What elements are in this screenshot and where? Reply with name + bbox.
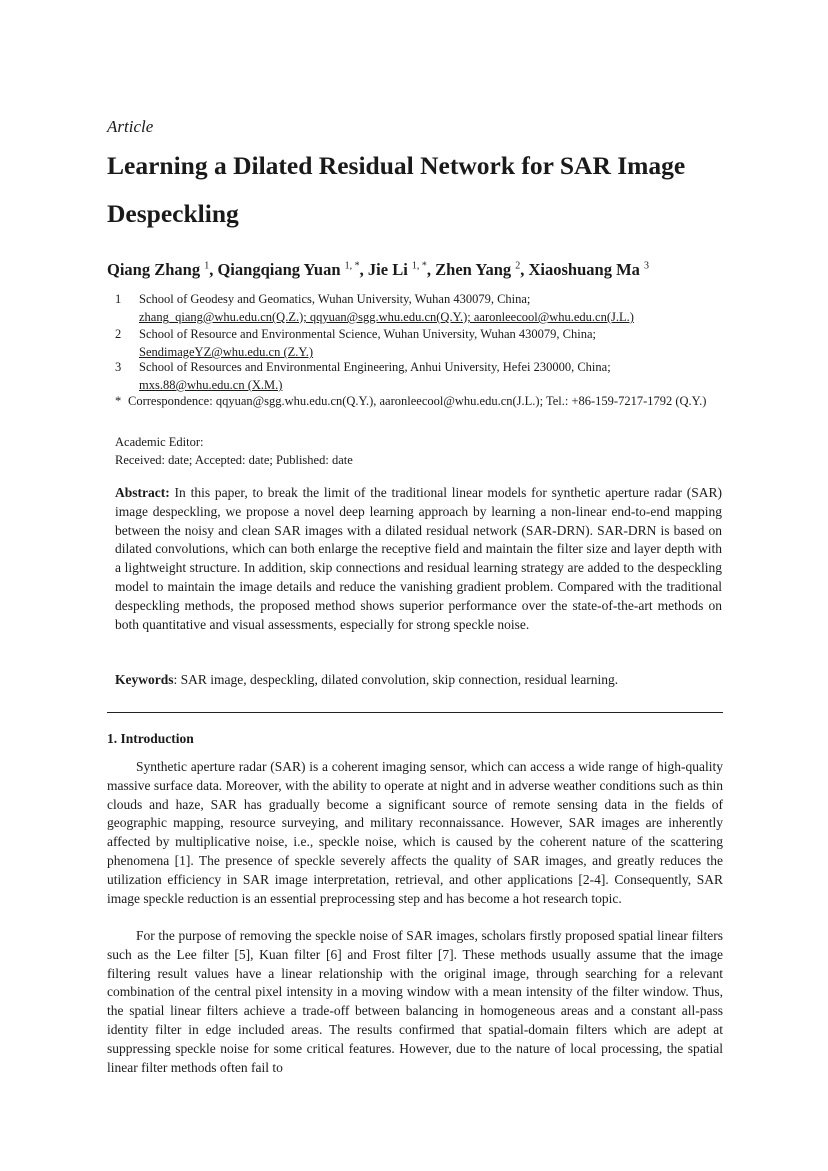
affiliation-email-link[interactable]: mxs.88@whu.edu.cn (X.M.): [139, 378, 283, 392]
abstract: [115, 484, 722, 634]
paper-title: Learning a Dilated Residual Network for SAR Image Despeckling: [107, 151, 686, 228]
affiliation-text: School of Resources and Environmental Engineering, Anhui University, Hefei 230000, China;: [139, 360, 611, 374]
affiliation-number: 2: [115, 327, 122, 341]
author-name: Xiaoshuang Ma: [528, 260, 640, 279]
affiliation-number: 1: [115, 292, 122, 306]
keywords: [115, 670, 722, 689]
affiliation-text: School of Geodesy and Geomatics, Wuhan University, Wuhan 430079, China;: [139, 292, 531, 306]
publication-info: [115, 433, 353, 469]
dates-line: Received: date; Accepted: date; Published: date: [115, 453, 353, 467]
affiliation-email-link[interactable]: zhang_qiang@whu.edu.cn(Q.Z.); qqyuan@sgg.whu.edu.cn(Q.Y.); aaronleecool@whu.edu.cn(J.L.): [139, 310, 634, 324]
author-name: Zhen Yang: [435, 260, 512, 279]
author-affiliation-mark: 1, *: [411, 260, 427, 272]
section-divider: [107, 712, 723, 713]
abstract-label: Abstract:: [115, 485, 170, 500]
section-heading: 1. Introduction: [107, 731, 194, 746]
correspondence-text: Correspondence: qqyuan@sgg.whu.edu.cn(Q.Y.), aaronleecool@whu.edu.cn(J.L.); Tel.: +86-159-7217-1792 (Q.Y.): [128, 394, 707, 408]
abstract-text: In this paper, to break the limit of the traditional linear models for synthetic aperture radar (SAR) image despeckling, we propose a novel deep learning approach by learning a non-linear end-to-end mapping between the noisy and clean SAR images with a dilated residual network (SAR-DRN). SAR-DRN is based on dilated convolutions, which can both enlarge the receptive field and maintain the filter size and layer depth with a lightweight structure. In addition, skip connections and residual learning strategy are added to the despeckling model to maintain the image details and reduce the vanishing gradient problem. Compared with the traditional despeckling methods, the proposed method shows superior performance over the state-of-the-art methods on both quantitative and visual assessments, especially for strong speckle noise.: [115, 485, 722, 632]
keywords-label: Keywords: [115, 672, 174, 687]
author-name: Jie Li: [367, 260, 408, 279]
author-affiliation-mark: 3: [644, 260, 650, 272]
author-name: Qiangqiang Yuan: [217, 260, 341, 279]
author-name: Qiang Zhang: [107, 260, 201, 279]
author-affiliation-mark: 1: [204, 260, 210, 272]
correspondence-asterisk: *: [115, 394, 122, 408]
author-affiliation-mark: 1, *: [344, 260, 360, 272]
body-paragraph-2: For the purpose of removing the speckle noise of SAR images, scholars firstly proposed spatial linear filters such as the Lee filter [5], Kuan filter [6] and Frost filter [7]. These methods usually assume that the image filtering result values have a linear relationship with the original image, through searching for a relevant combination of the central pixel intensity in a moving window with a mean intensity of the filter window. Thus, the spatial linear filters achieve a trade-off between balancing in homogeneous areas and a constant all-pass identity filter in edge included areas. The results confirmed that spatial-domain filters which are adept at suppressing speckle noise for some critical features. However, due to the nature of local processing, the spatial linear filter methods often fail to: [107, 928, 723, 1075]
author-affiliation-mark: 2: [515, 260, 521, 272]
author-list: Qiang Zhang $^1$, Qiangqiang Yuan $^{1, *}$, Jie Li $^{1, *}$, Zhen Yang $^2$, Xiaoshuang Ma $^3$: [107, 260, 650, 279]
article-type-label: Article: [107, 117, 154, 136]
body-paragraph-1: Synthetic aperture radar (SAR) is a coherent imaging sensor, which can access a wide range of high-quality massive surface data. Moreover, with the ability to operate at night and in adverse weather conditions such as thin clouds and haze, SAR has gradually become a significant source of remote sensing data in the fields of geographic mapping, resource surveying, and military reconnaissance. However, SAR images are inherently affected by multiplicative noise, i.e., speckle noise, which is caused by the coherent nature of the scattering phenomena [1]. The presence of speckle severely affects the quality of SAR images, and greatly reduces the utilization efficiency in SAR image interpretation, retrieval, and other applications [2-4]. Consequently, SAR image speckle reduction is an essential preprocessing step and has become a hot research topic.: [107, 759, 723, 906]
keywords-text: : SAR image, despeckling, dilated convolution, skip connection, residual learning.: [173, 672, 619, 687]
academic-editor-line: Academic Editor:: [115, 435, 204, 449]
affiliation-text: School of Resource and Environmental Science, Wuhan University, Wuhan 430079, China;: [139, 327, 597, 341]
affiliation-email-link[interactable]: SendimageYZ@whu.edu.cn (Z.Y.): [139, 345, 314, 359]
affiliation-number: 3: [115, 360, 122, 374]
